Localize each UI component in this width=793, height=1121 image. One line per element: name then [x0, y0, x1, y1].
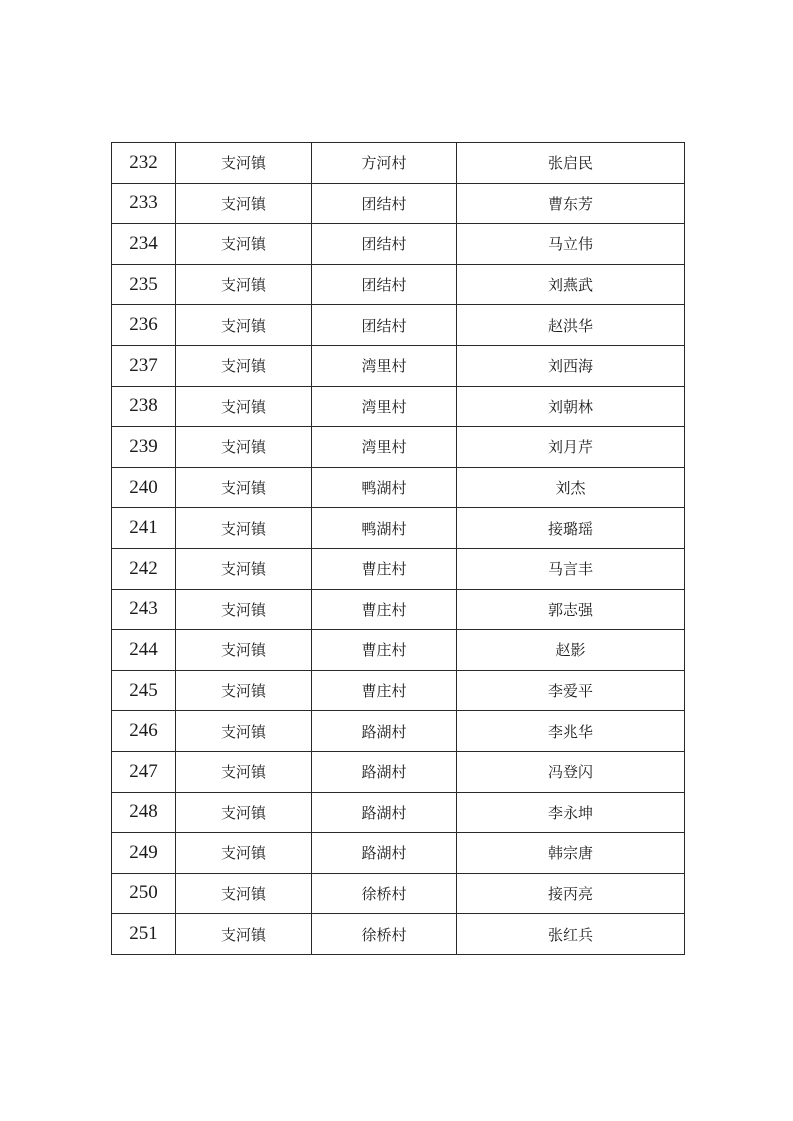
village-cell: 团结村 [312, 305, 457, 346]
table-row [112, 427, 685, 468]
table-row [112, 711, 685, 752]
village-cell: 湾里村 [312, 386, 457, 427]
person-name-cell: 马言丰 [457, 548, 685, 589]
town-cell: 支河镇 [176, 792, 312, 833]
village-cell: 徐桥村 [312, 873, 457, 914]
table-row [112, 264, 685, 305]
row-number-cell: 251 [112, 914, 176, 955]
row-number-cell: 238 [112, 386, 176, 427]
row-number-cell: 239 [112, 427, 176, 468]
village-cell: 曹庄村 [312, 670, 457, 711]
person-name-cell: 刘杰 [457, 467, 685, 508]
table-row [112, 630, 685, 671]
table-row [112, 467, 685, 508]
town-cell: 支河镇 [176, 345, 312, 386]
person-name-cell: 张启民 [457, 143, 685, 184]
village-cell: 鸭湖村 [312, 467, 457, 508]
row-number-cell: 236 [112, 305, 176, 346]
person-name-cell: 刘西海 [457, 345, 685, 386]
village-cell: 鸭湖村 [312, 508, 457, 549]
row-number-cell: 243 [112, 589, 176, 630]
row-number-cell: 233 [112, 183, 176, 224]
village-cell: 湾里村 [312, 345, 457, 386]
village-cell: 团结村 [312, 224, 457, 265]
row-number-cell: 248 [112, 792, 176, 833]
village-cell: 路湖村 [312, 711, 457, 752]
row-number-cell: 242 [112, 548, 176, 589]
town-cell: 支河镇 [176, 833, 312, 874]
town-cell: 支河镇 [176, 914, 312, 955]
person-name-cell: 曹东芳 [457, 183, 685, 224]
person-name-cell: 韩宗唐 [457, 833, 685, 874]
table-row [112, 914, 685, 955]
village-cell: 团结村 [312, 183, 457, 224]
village-cell: 路湖村 [312, 792, 457, 833]
village-cell: 徐桥村 [312, 914, 457, 955]
row-number-cell: 249 [112, 833, 176, 874]
row-number-cell: 244 [112, 630, 176, 671]
row-number-cell: 240 [112, 467, 176, 508]
town-cell: 支河镇 [176, 224, 312, 265]
village-cell: 湾里村 [312, 427, 457, 468]
row-number-cell: 234 [112, 224, 176, 265]
row-number-cell: 232 [112, 143, 176, 184]
town-cell: 支河镇 [176, 508, 312, 549]
row-number-cell: 235 [112, 264, 176, 305]
table-row [112, 224, 685, 265]
row-number-cell: 245 [112, 670, 176, 711]
table-row [112, 670, 685, 711]
village-cell: 曹庄村 [312, 630, 457, 671]
person-name-cell: 李永坤 [457, 792, 685, 833]
village-cell: 曹庄村 [312, 589, 457, 630]
town-cell: 支河镇 [176, 427, 312, 468]
town-cell: 支河镇 [176, 589, 312, 630]
town-cell: 支河镇 [176, 305, 312, 346]
table-row [112, 305, 685, 346]
table-row [112, 589, 685, 630]
village-cell: 路湖村 [312, 833, 457, 874]
person-name-cell: 刘燕武 [457, 264, 685, 305]
row-number-cell: 237 [112, 345, 176, 386]
person-name-cell: 郭志强 [457, 589, 685, 630]
person-name-cell: 赵影 [457, 630, 685, 671]
town-cell: 支河镇 [176, 183, 312, 224]
row-number-cell: 246 [112, 711, 176, 752]
table-row [112, 792, 685, 833]
person-name-cell: 马立伟 [457, 224, 685, 265]
table-row [112, 143, 685, 184]
village-cell: 路湖村 [312, 751, 457, 792]
person-name-cell: 刘月芹 [457, 427, 685, 468]
table-row [112, 548, 685, 589]
table-row [112, 751, 685, 792]
person-name-cell: 刘朝林 [457, 386, 685, 427]
row-number-cell: 241 [112, 508, 176, 549]
village-cell: 团结村 [312, 264, 457, 305]
town-cell: 支河镇 [176, 467, 312, 508]
table-row [112, 386, 685, 427]
person-name-cell: 李兆华 [457, 711, 685, 752]
roster-table-body [112, 143, 685, 955]
town-cell: 支河镇 [176, 751, 312, 792]
town-cell: 支河镇 [176, 670, 312, 711]
person-name-cell: 接丙亮 [457, 873, 685, 914]
table-row [112, 833, 685, 874]
person-name-cell: 李爱平 [457, 670, 685, 711]
person-name-cell: 张红兵 [457, 914, 685, 955]
person-name-cell: 接璐瑶 [457, 508, 685, 549]
row-number-cell: 250 [112, 873, 176, 914]
person-name-cell: 冯登闪 [457, 751, 685, 792]
village-cell: 方河村 [312, 143, 457, 184]
table-row [112, 873, 685, 914]
town-cell: 支河镇 [176, 143, 312, 184]
row-number-cell: 247 [112, 751, 176, 792]
town-cell: 支河镇 [176, 548, 312, 589]
roster-table [111, 142, 685, 955]
table-row [112, 183, 685, 224]
town-cell: 支河镇 [176, 630, 312, 671]
table-row [112, 345, 685, 386]
town-cell: 支河镇 [176, 711, 312, 752]
town-cell: 支河镇 [176, 264, 312, 305]
village-cell: 曹庄村 [312, 548, 457, 589]
town-cell: 支河镇 [176, 873, 312, 914]
town-cell: 支河镇 [176, 386, 312, 427]
person-name-cell: 赵洪华 [457, 305, 685, 346]
table-row [112, 508, 685, 549]
